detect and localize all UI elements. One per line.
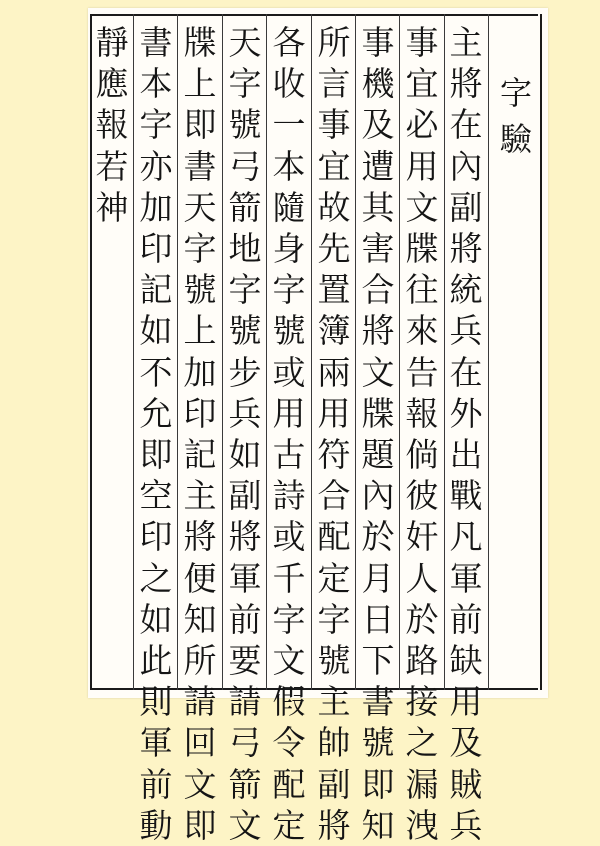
glyph: 則	[139, 682, 173, 722]
glyph: 便	[183, 558, 217, 598]
glyph: 如	[139, 599, 173, 639]
glyph: 在	[449, 352, 483, 392]
glyph: 動	[139, 805, 173, 845]
glyph: 如	[228, 435, 262, 475]
glyph: 號	[361, 723, 395, 763]
glyph: 內	[449, 146, 483, 186]
glyph: 合	[317, 476, 351, 516]
glyph: 字	[228, 64, 262, 104]
glyph: 號	[228, 311, 262, 351]
glyph: 記	[139, 270, 173, 310]
glyph: 弓	[228, 723, 262, 763]
glyph: 將	[449, 64, 483, 104]
glyph: 將	[183, 517, 217, 557]
glyph: 亦	[139, 146, 173, 186]
glyph: 驗	[499, 120, 532, 158]
glyph: 軍	[139, 723, 173, 763]
glyph: 請	[183, 682, 217, 722]
glyph: 本	[139, 64, 173, 104]
glyph: 外	[449, 393, 483, 433]
glyph: 必	[405, 105, 439, 145]
glyph: 所	[183, 641, 217, 681]
glyph: 前	[228, 599, 262, 639]
glyph: 定	[317, 558, 351, 598]
glyph: 前	[139, 764, 173, 804]
glyph: 或	[272, 517, 306, 557]
glyph: 即	[361, 764, 395, 804]
glyph: 將	[449, 229, 483, 269]
glyph: 即	[139, 435, 173, 475]
glyph: 文	[361, 352, 395, 392]
glyph: 字	[228, 270, 262, 310]
glyph: 文	[183, 764, 217, 804]
glyph: 印	[139, 517, 173, 557]
glyph: 往	[405, 270, 439, 310]
glyph: 於	[361, 517, 395, 557]
glyph: 身	[272, 229, 306, 269]
glyph: 加	[183, 352, 217, 392]
glyph: 牒	[405, 229, 439, 269]
glyph: 空	[139, 476, 173, 516]
glyph: 將	[361, 311, 395, 351]
glyph: 主	[317, 682, 351, 722]
glyph: 故	[317, 187, 351, 227]
glyph: 機	[361, 64, 395, 104]
glyph: 配	[317, 517, 351, 557]
glyph: 戰	[449, 476, 483, 516]
glyph: 下	[361, 641, 395, 681]
glyph: 主	[183, 476, 217, 516]
glyph: 號	[228, 105, 262, 145]
glyph: 用	[449, 682, 483, 722]
glyph: 印	[139, 229, 173, 269]
glyph: 之	[139, 558, 173, 598]
glyph: 統	[449, 270, 483, 310]
glyph: 宜	[405, 64, 439, 104]
glyph: 此	[139, 641, 173, 681]
glyph: 凡	[449, 517, 483, 557]
glyph: 字	[499, 74, 532, 112]
glyph: 宜	[317, 146, 351, 186]
glyph: 若	[95, 146, 129, 186]
glyph: 漏	[405, 764, 439, 804]
glyph: 詩	[272, 476, 306, 516]
glyph: 號	[272, 311, 306, 351]
glyph: 倘	[405, 435, 439, 475]
glyph: 書	[183, 146, 217, 186]
glyph: 書	[139, 23, 173, 62]
glyph: 上	[183, 311, 217, 351]
glyph: 軍	[228, 558, 262, 598]
glyph: 報	[95, 105, 129, 145]
glyph: 箭	[228, 187, 262, 227]
glyph: 報	[405, 393, 439, 433]
glyph: 題	[361, 435, 395, 475]
glyph: 及	[449, 723, 483, 763]
glyph: 文	[405, 187, 439, 227]
glyph: 古	[272, 435, 306, 475]
glyph: 要	[228, 641, 262, 681]
glyph: 地	[228, 229, 262, 269]
glyph: 本	[272, 146, 306, 186]
glyph: 奸	[405, 517, 439, 557]
glyph: 用	[405, 146, 439, 186]
glyph: 賊	[449, 764, 483, 804]
glyph: 神	[95, 187, 129, 227]
glyph: 記	[183, 435, 217, 475]
glyph: 前	[449, 599, 483, 639]
glyph: 主	[449, 23, 483, 62]
glyph: 先	[317, 229, 351, 269]
glyph: 知	[183, 599, 217, 639]
glyph: 應	[95, 64, 129, 104]
glyph: 即	[183, 105, 217, 145]
text-column-6	[223, 22, 267, 846]
section-title	[494, 70, 538, 162]
glyph: 弓	[228, 146, 262, 186]
glyph: 字	[183, 229, 217, 269]
glyph: 遭	[361, 146, 395, 186]
glyph: 簿	[317, 311, 351, 351]
glyph: 內	[361, 476, 395, 516]
glyph: 符	[317, 435, 351, 475]
glyph: 允	[139, 393, 173, 433]
glyph: 或	[272, 352, 306, 392]
text-column-3	[356, 22, 400, 846]
glyph: 配	[272, 764, 306, 804]
glyph: 書	[361, 682, 395, 722]
text-column-7	[178, 22, 222, 846]
glyph: 即	[183, 805, 217, 845]
glyph: 來	[405, 311, 439, 351]
glyph: 路	[405, 641, 439, 681]
glyph: 兵	[228, 393, 262, 433]
text-column-4	[312, 22, 356, 846]
glyph: 號	[317, 641, 351, 681]
text-column-2	[400, 22, 444, 846]
glyph: 字	[317, 599, 351, 639]
text-column-8	[134, 22, 178, 846]
glyph: 月	[361, 558, 395, 598]
glyph: 告	[405, 352, 439, 392]
glyph: 令	[272, 723, 306, 763]
glyph: 各	[272, 23, 306, 62]
glyph: 軍	[449, 558, 483, 598]
glyph: 箭	[228, 764, 262, 804]
glyph: 所	[317, 23, 351, 62]
glyph: 字	[272, 270, 306, 310]
glyph: 兵	[449, 805, 483, 845]
glyph: 將	[317, 805, 351, 845]
glyph: 步	[228, 352, 262, 392]
glyph: 事	[361, 23, 395, 62]
glyph: 印	[183, 393, 217, 433]
glyph: 隨	[272, 187, 306, 227]
border-right	[540, 14, 542, 690]
glyph: 合	[361, 270, 395, 310]
glyph: 上	[183, 64, 217, 104]
glyph: 之	[405, 723, 439, 763]
glyph: 一	[272, 105, 306, 145]
glyph: 回	[183, 723, 217, 763]
glyph: 字	[272, 599, 306, 639]
glyph: 請	[228, 682, 262, 722]
glyph: 文	[272, 641, 306, 681]
text-column-9	[90, 22, 134, 228]
glyph: 如	[139, 311, 173, 351]
glyph: 天	[228, 23, 262, 62]
glyph: 其	[361, 187, 395, 227]
glyph: 置	[317, 270, 351, 310]
glyph: 接	[405, 682, 439, 722]
glyph: 彼	[405, 476, 439, 516]
glyph: 帥	[317, 723, 351, 763]
glyph: 文	[228, 805, 262, 845]
glyph: 事	[317, 105, 351, 145]
glyph: 洩	[405, 805, 439, 845]
glyph: 出	[449, 435, 483, 475]
glyph: 靜	[95, 23, 129, 62]
glyph: 人	[405, 558, 439, 598]
glyph: 定	[272, 805, 306, 845]
glyph: 牒	[183, 23, 217, 62]
glyph: 不	[139, 352, 173, 392]
glyph: 兵	[449, 311, 483, 351]
glyph: 害	[361, 229, 395, 269]
glyph: 及	[361, 105, 395, 145]
glyph: 假	[272, 682, 306, 722]
glyph: 牒	[361, 393, 395, 433]
glyph: 知	[361, 805, 395, 845]
glyph: 兩	[317, 352, 351, 392]
text-column-5	[267, 22, 311, 846]
glyph: 將	[228, 517, 262, 557]
glyph: 事	[405, 23, 439, 62]
glyph: 加	[139, 187, 173, 227]
glyph: 副	[317, 764, 351, 804]
border-top	[90, 14, 538, 16]
glyph: 在	[449, 105, 483, 145]
glyph: 用	[317, 393, 351, 433]
glyph: 號	[183, 270, 217, 310]
glyph: 言	[317, 64, 351, 104]
text-column-1	[444, 22, 488, 846]
glyph: 副	[228, 476, 262, 516]
glyph: 天	[183, 187, 217, 227]
glyph: 副	[449, 187, 483, 227]
column-divider	[488, 14, 489, 690]
glyph: 缺	[449, 641, 483, 681]
glyph: 於	[405, 599, 439, 639]
glyph: 日	[361, 599, 395, 639]
glyph: 用	[272, 393, 306, 433]
glyph: 千	[272, 558, 306, 598]
glyph: 字	[139, 105, 173, 145]
glyph: 收	[272, 64, 306, 104]
